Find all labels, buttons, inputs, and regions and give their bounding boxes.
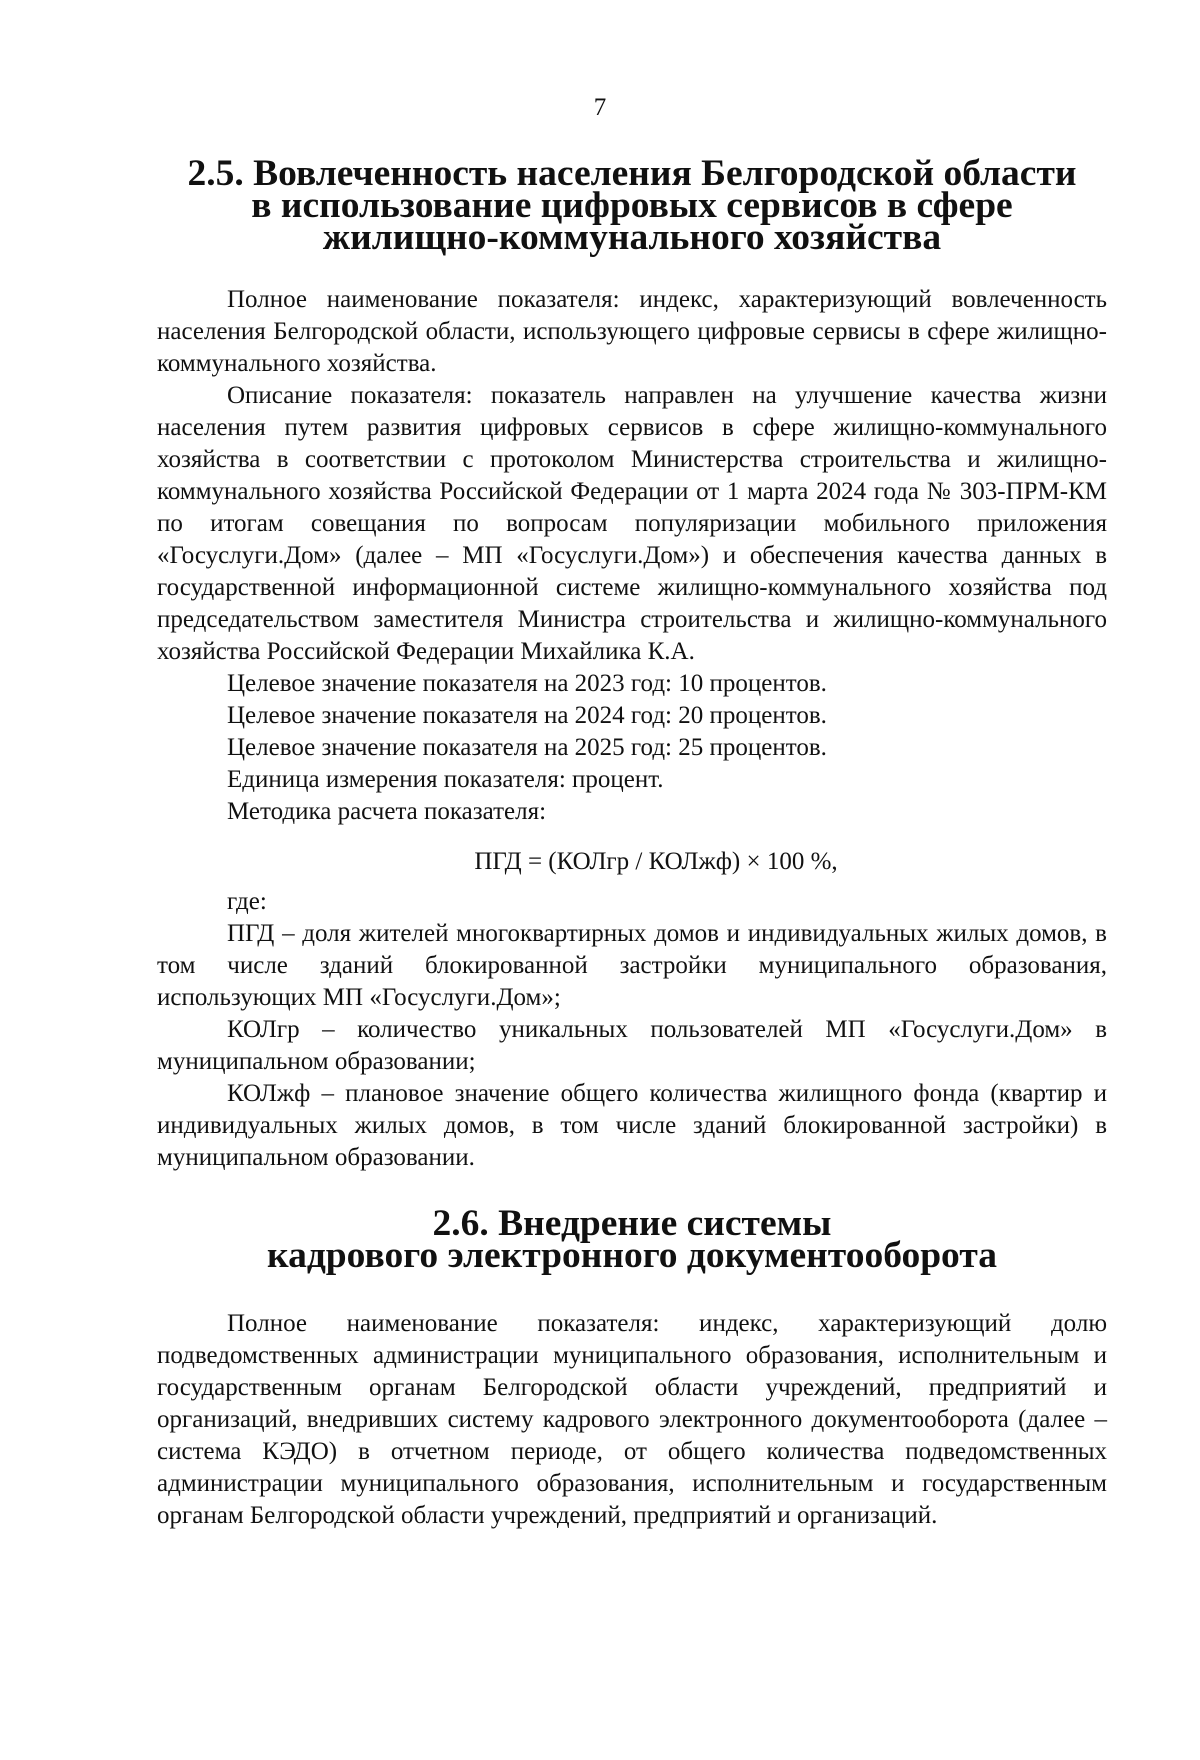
formula: ПГД = (КОЛгр / КОЛжф) × 100 %, [474,848,838,875]
definition-pgd: ПГД – доля жителей многоквартирных домов и индивидуальных жилых домов, в том числе зданий блокированной застройки муниципального образования, использующих МП «Госуслуги.Дом»; [157,920,1107,1011]
target-value-2025: Целевое значение показателя на 2025 год: 25 процентов. [227,734,827,761]
heading-line: 2.5. Вовлеченность населения Белгородской области [187,153,1077,194]
target-value-2024: Целевое значение показателя на 2024 год: 20 процентов. [227,702,827,729]
indicator-description: Описание показателя: показатель направлен на улучшение качества жизни населения путем развития цифровых сервисов в сфере жилищно-коммунального хозяйства в соответствии с протоколом Министерства строительства и жилищно-коммунального хозяйства Российской Федерации от 1 марта 2024 года № 303-ПРМ-КМ по итогам совещания по вопросам популяризации мобильного приложения «Госуслуги.Дом» (далее – МП «Госуслуги.Дом») и обеспечения качества данных в государственной информационной системе жилищно-коммунального хозяйства под председательством заместителя Министра строительства и жилищно-коммунального хозяйства Российской Федерации Михайлика К.А. [157,382,1107,665]
calculation-method-label: Методика расчета показателя: [227,798,547,825]
heading-line: 2.6. Внедрение системы [432,1203,832,1244]
section-2-5-heading [157,153,1107,258]
definition-koljf: КОЛжф – плановое значение общего количества жилищного фонда (квартир и индивидуальных жилых домов, в том числе зданий блокированной застройки) в муниципальном образовании. [157,1080,1107,1171]
page-content [157,153,1107,1532]
section-2-6-heading [157,1203,1107,1276]
heading-line: кадрового электронного документооборота [267,1235,997,1276]
page-number: 7 [593,94,607,121]
indicator-full-name: Полное наименование показателя: индекс, характеризующий вовлеченность населения Белгородской области, использующего цифровые сервисы в сфере жилищно-коммунального хозяйства. [157,286,1107,377]
unit-of-measure: Единица измерения показателя: процент. [227,766,664,793]
where-label: где: [227,888,267,915]
definition-kolgr: КОЛгр – количество уникальных пользователей МП «Госуслуги.Дом» в муниципальном образовании; [157,1016,1107,1075]
heading-line: в использование цифровых сервисов в сфере [251,185,1013,226]
target-value-2023: Целевое значение показателя на 2023 год: 10 процентов. [227,670,827,697]
heading-line: жилищно-коммунального хозяйства [322,217,942,258]
indicator-full-name-2-6: Полное наименование показателя: индекс, характеризующий долю подведомственных администрации муниципального образования, исполнительным и государственным органам Белгородской области учреждений, предприятий и организаций, внедривших систему кадрового электронного документооборота (далее – система КЭДО) в отчетном периоде, от общего количества подведомственных администрации муниципального образования, исполнительным и государственным органам Белгородской области учреждений, предприятий и организаций. [157,1310,1107,1529]
